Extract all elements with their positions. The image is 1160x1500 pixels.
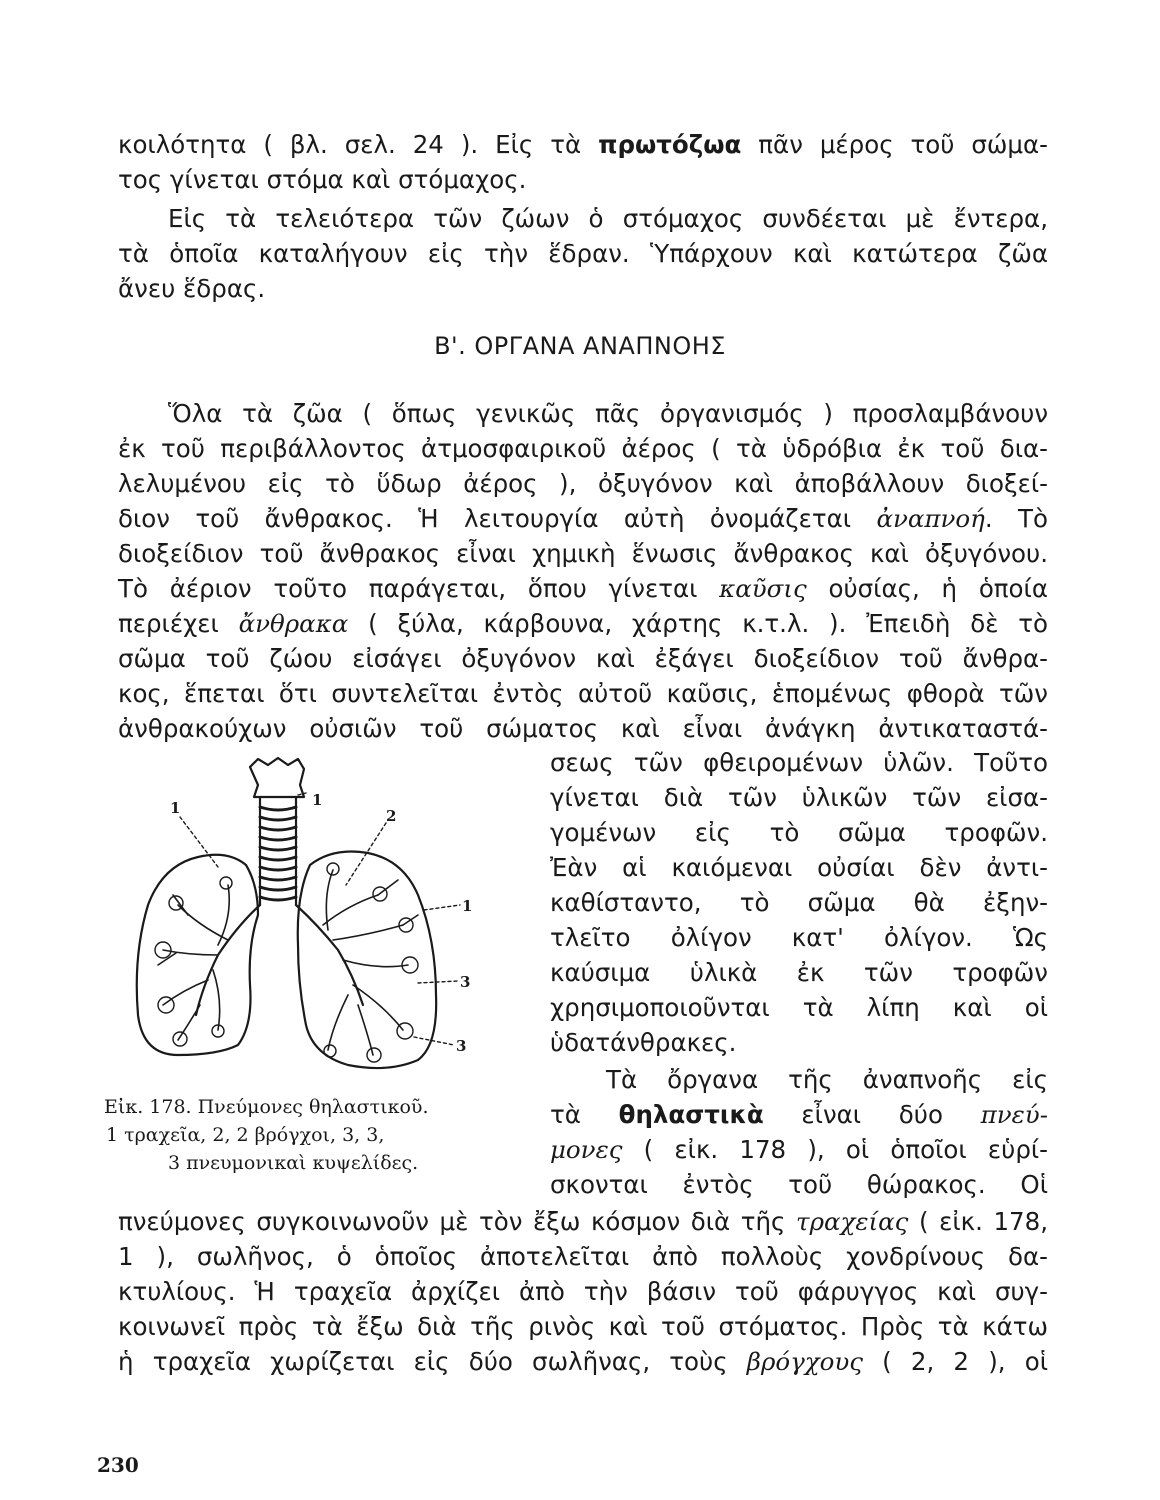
larynx — [250, 758, 304, 797]
text-line: σῶμα τοῦ ζώου εἰσάγει ὀξυγόνον καὶ ἐξάγει διοξείδιον τοῦ ἄνθρα- — [118, 644, 1048, 673]
text-line: Ἐὰν αἱ καιόμεναι οὐσίαι δὲν ἀντι- — [550, 853, 1048, 882]
text-line: Τὸ ἀέριον τοῦτο παράγεται, ὅπου γίνεται καῦσις οὐσίας, ἡ ὁποία — [118, 574, 1048, 603]
text-line: ἄνευ ἕδρας. — [118, 274, 266, 303]
text-line: γομένων εἰς τὸ σῶμα τροφῶν. — [550, 818, 1048, 847]
text-line: διον τοῦ ἄνθρακος. Ἡ λειτουργία αὐτὴ ὀνομάζεται ἀναπνοή. Τὸ — [118, 504, 1048, 533]
figure-label: 3 — [460, 973, 471, 991]
text-line: κτυλίους. Ἡ τραχεῖα ἀρχίζει ἀπὸ τὴν βάσιν τοῦ φάρυγγος καὶ συγ- — [118, 1277, 1048, 1306]
text-line: κοινωνεῖ πρὸς τὰ ἔξω διὰ τῆς ρινὸς καὶ τοῦ στόματος. Πρὸς τὰ κάτω — [118, 1312, 1048, 1341]
alveoli — [155, 863, 418, 1062]
text-line: τὰ θηλαστικὰ εἶναι δύο πνεύ- — [550, 1100, 1048, 1129]
caption-line: 3 πνευμονικαὶ κυψελίδες. — [168, 1152, 419, 1174]
text-line: ἀνθρακούχων οὐσιῶν τοῦ σώματος καὶ εἶναι ἀνάγκη ἀντικαταστά- — [118, 714, 1048, 743]
text-line: ἐκ τοῦ περιβάλλοντος ἀτμοσφαιρικοῦ ἀέρος ( τὰ ὑδρόβια ἐκ τοῦ δια- — [118, 434, 1048, 463]
text-line: τος γίνεται στόμα καὶ στόμαχος. — [118, 165, 527, 194]
text-line: σκονται ἐντὸς τοῦ θώρακος. Οἱ — [550, 1170, 1048, 1199]
text-line: μονες ( εἰκ. 178 ), οἱ ὁποῖοι εὑρί- — [550, 1135, 1048, 1164]
text-line: λελυμένου εἰς τὸ ὕδωρ ἀέρος ), ὀξυγόνον καὶ ἀποβάλλουν διοξεί- — [118, 469, 1048, 498]
text-line: Ὅλα τὰ ζῶα ( ὅπως γενικῶς πᾶς ὀργανισμός ) προσλαμβάνουν — [168, 399, 1048, 428]
text-line: τλεῖτο ὀλίγον κατ' ὀλίγον. Ὡς — [550, 923, 1048, 952]
left-bronchioles — [158, 885, 229, 1040]
figure-label: 3 — [456, 1037, 467, 1055]
caption-line: Εἰκ. 178. Πνεύμονες θηλαστικοῦ. — [104, 1096, 429, 1118]
text-line: πνεύμονες συγκοινωνοῦν μὲ τὸν ἔξω κόσμον διὰ τῆς τραχείας ( εἰκ. 178, — [118, 1207, 1048, 1236]
right-bronchioles — [323, 870, 418, 1055]
section-heading: Β'. ΟΡΓΑΝΑ ΑΝΑΠΝΟΗΣ — [434, 332, 726, 360]
leader-lines — [180, 793, 460, 1045]
text-line: καθίσταντο, τὸ σῶμα θὰ ἐξην- — [550, 888, 1048, 917]
text-line: χρησιμοποιοῦνται τὰ λίπη καὶ οἱ — [550, 993, 1048, 1022]
text-line: Εἰς τὰ τελειότερα τῶν ζώων ὁ στόμαχος συνδέεται μὲ ἔντερα, — [168, 204, 1048, 233]
text-line: διοξείδιον τοῦ ἄνθρακος εἶναι χημικὴ ἕνωσις ἄνθρακος καὶ ὀξυγόνου. — [118, 539, 1048, 568]
text-line: Τὰ ὄργανα τῆς ἀναπνοῆς εἰς — [606, 1065, 1048, 1094]
text-line: καύσιμα ὑλικὰ ἐκ τῶν τροφῶν — [550, 958, 1048, 987]
text-line: κος, ἕπεται ὅτι συντελεῖται ἐντὸς αὐτοῦ καῦσις, ἑπομένως φθορὰ τῶν — [118, 679, 1048, 708]
page-number: 230 — [97, 1453, 139, 1477]
figure-caption — [104, 1093, 504, 1177]
text-line: 1 ), σωλῆνος, ὁ ὁποῖος ἀποτελεῖται ἀπὸ πολλοὺς χονδρίνους δα- — [118, 1242, 1048, 1271]
text-line: τὰ ὁποῖα καταλήγουν εἰς τὴν ἕδραν. Ὑπάρχουν καὶ κατώτερα ζῶα — [118, 239, 1048, 268]
lungs-illustration — [118, 755, 528, 1095]
text-line: ἡ τραχεῖα χωρίζεται εἰς δύο σωλῆνας, τοὺς βρόγχους ( 2, 2 ), οἱ — [118, 1347, 1048, 1376]
figure-label: 2 — [386, 807, 397, 825]
text-line: κοιλότητα ( βλ. σελ. 24 ). Εἰς τὰ πρωτόζωα πᾶν μέρος τοῦ σώμα- — [118, 130, 1048, 159]
figure-label: 1 — [312, 791, 323, 809]
caption-line: 1 τραχεῖα, 2, 2 βρόγχοι, 3, 3, — [106, 1124, 385, 1146]
text-line: περιέχει ἄνθρακα ( ξύλα, κάρβουνα, χάρτης κ.τ.λ. ). Ἐπειδὴ δὲ τὸ — [118, 609, 1048, 638]
figure-label: 1 — [462, 897, 473, 915]
trachea-rings — [260, 807, 296, 900]
text-line: σεως τῶν φθειρομένων ὑλῶν. Τοῦτο — [550, 748, 1048, 777]
text-line: ὑδατάνθρακες. — [550, 1028, 737, 1057]
figure-label: 1 — [170, 799, 181, 817]
text-line: γίνεται διὰ τῶν ὑλικῶν τῶν εἰσα- — [550, 783, 1048, 812]
